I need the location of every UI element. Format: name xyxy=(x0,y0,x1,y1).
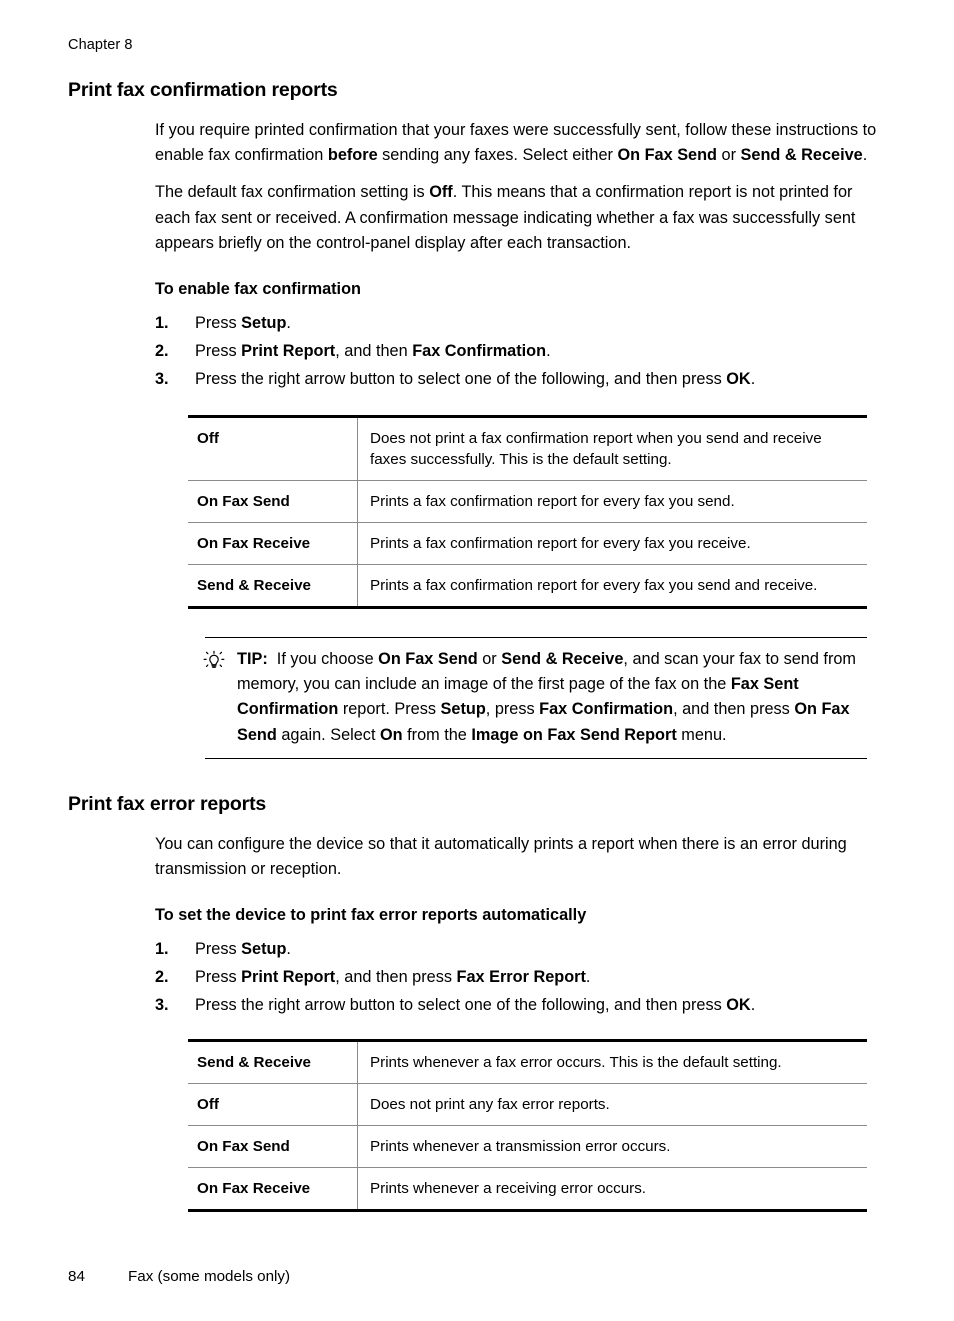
option-name: On Fax Receive xyxy=(188,1168,358,1211)
step-item: 2. Press Print Report, and then press Fax Error Report. xyxy=(155,963,886,991)
option-description: Does not print any fax error reports. xyxy=(358,1084,868,1126)
fax-error-options-table xyxy=(188,1039,867,1212)
option-description: Prints a fax confirmation report for every fax you send. xyxy=(358,481,868,523)
procedure-title-to-enable-fax-confirmation: To enable fax confirmation xyxy=(155,280,361,299)
step-number: 2. xyxy=(155,968,169,987)
table-row xyxy=(188,417,867,481)
fax-error-options-table-wrapper xyxy=(68,1039,886,1212)
footer-page-number: 84 xyxy=(68,1268,85,1285)
step-item: 3. Press the right arrow button to select one of the following, and then press OK. xyxy=(155,365,886,393)
section1-body xyxy=(155,118,886,393)
procedure-steps-enable-fax-confirmation xyxy=(155,309,886,393)
procedure-title-to-set-device-print-fax-error-reports: To set the device to print fax error reports automatically xyxy=(155,906,587,925)
option-name: Off xyxy=(188,417,358,481)
option-description: Does not print a fax confirmation report when you send and receive faxes successfully. This is the default setting. xyxy=(370,430,822,469)
option-description: Prints whenever a receiving error occurs. xyxy=(358,1168,868,1211)
procedure-steps-fax-error-reports xyxy=(155,935,886,1019)
option-name: Send & Receive xyxy=(188,1041,358,1084)
step-number: 1. xyxy=(155,314,169,333)
step-item: 2. Press Print Report, and then Fax Confirmation. xyxy=(155,337,886,365)
table-row xyxy=(188,1168,867,1211)
section-title-print-fax-confirmation-reports: Print fax confirmation reports xyxy=(68,79,338,101)
section-title-print-fax-error-reports: Print fax error reports xyxy=(68,792,267,815)
table-row xyxy=(188,481,867,523)
tip-content: TIP: If you choose On Fax Send or Send & Receive, and scan your fax to send from memory, you can include an image of the first page of the fax on the Fax Sent Confirmation report. Press Setup, press Fax Confirmation, and then press On Fax Send again. Select On from the Image on Fax Send Report menu. xyxy=(205,647,867,748)
fax-confirmation-options-table-wrapper xyxy=(68,415,886,609)
step-item: 1. Press Setup. xyxy=(155,935,886,963)
table-row xyxy=(188,523,867,565)
option-description: Prints a fax confirmation report for every fax you send and receive. xyxy=(358,565,868,608)
paragraph: The default fax confirmation setting is Off. This means that a confirmation report is not printed for each fax sent or received. A confirmation message indicating whether a fax was successfully sent appears briefly on the control-panel display after each transaction. xyxy=(155,183,856,252)
footer-section-label: Fax (some models only) xyxy=(128,1268,291,1285)
tip-admonition xyxy=(205,637,867,759)
step-number: 3. xyxy=(155,370,169,389)
option-name: On Fax Send xyxy=(188,481,358,523)
step-number: 2. xyxy=(155,342,169,361)
paragraph: You can configure the device so that it automatically prints a report when there is an error during transmission or reception. xyxy=(155,834,847,879)
paragraph: If you require printed confirmation that your faxes were successfully sent, follow these instructions to enable fax confirmation before sending any faxes. Select either On Fax Send or Send & Receive. xyxy=(155,121,877,165)
table-row xyxy=(188,565,867,608)
lightbulb-icon xyxy=(203,650,225,672)
page-content xyxy=(68,78,886,1212)
option-description: Prints a fax confirmation report for every fax you receive. xyxy=(358,523,868,565)
tip-label: TIP: xyxy=(237,650,268,669)
option-name: Off xyxy=(188,1084,358,1126)
step-item: 1. Press Setup. xyxy=(155,309,886,337)
option-name: On Fax Receive xyxy=(188,523,358,565)
step-item: 3. Press the right arrow button to select one of the following, and then press OK. xyxy=(155,991,886,1019)
fax-confirmation-options-table xyxy=(188,415,867,609)
page-footer xyxy=(68,1267,290,1287)
table-row xyxy=(188,1084,867,1126)
running-head-chapter: Chapter 8 xyxy=(68,37,133,53)
step-number: 3. xyxy=(155,996,169,1015)
option-description: Prints whenever a fax error occurs. This is the default setting. xyxy=(370,1054,782,1072)
option-name: Send & Receive xyxy=(188,565,358,608)
section2-body xyxy=(155,832,886,1019)
option-description: Prints whenever a transmission error occurs. xyxy=(358,1126,868,1168)
option-name: On Fax Send xyxy=(188,1126,358,1168)
table-row xyxy=(188,1041,867,1084)
table-row xyxy=(188,1126,867,1168)
step-number: 1. xyxy=(155,940,169,959)
